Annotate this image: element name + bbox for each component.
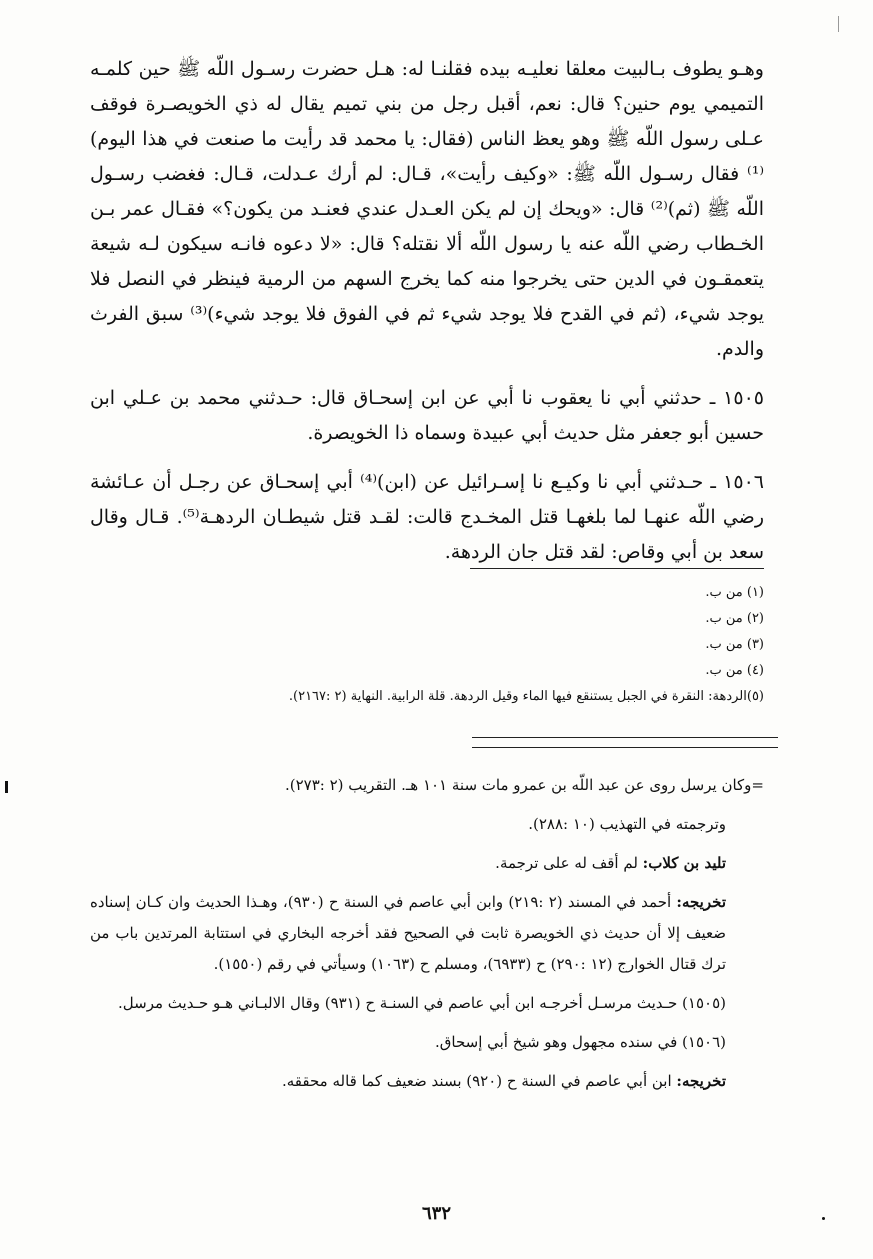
- footnotes: [150, 580, 764, 710]
- scan-dot: [822, 1217, 825, 1220]
- scan-mark: [838, 16, 839, 32]
- takhrij-label: تخريجه:: [676, 893, 726, 911]
- commentary-line-1: =وكان يرسل روى عن عبد اللّه بن عمرو مات سنة ١٠١ هـ. التقريب (٢ :٢٧٣).: [284, 776, 764, 794]
- narrator-label: تليد بن كلاب:: [642, 854, 726, 872]
- narrator-text: لم أقف له على ترجمة.: [495, 854, 643, 872]
- takhrij-text: ابن أبي عاصم في السنة ح (٩٢٠) بسند ضعيف كما قاله محققه.: [282, 1072, 677, 1090]
- main-paragraph: وهـو يطوف بـالبيت معلقا نعليـه بيده فقلنـا له: هـل حضرت رسـول اللّه ﷺ حين كلمـه التميمي يوم حنين؟ قال: نعم، أقبل رجل من بني تميم يقال له ذي الخويصـرة فوقف عـلى رسول اللّه ﷺ وهو يعظ الناس (فقال: يا محمد قد رأيت ما صنعت في هذا اليوم)⁽¹⁾ فقال رسـول اللّه ﷺ: «وكيف رأيت»، قـال: لم أرك عـدلت، قـال: فغضب رسـول اللّه ﷺ (ثم)⁽²⁾ قال: «ويحك إن لم يكن العـدل عندي فعنـد من يكون؟» فقـال عمر بـن الخـطاب رضي اللّه عنه يا رسول اللّه ألا نقتله؟ قال: «لا دعوه فانـه سيكون لـه شيعة يتعمقـون في الدين حتى يخرجوا منه كما يخرج السهم من الرمية فينظر في النصل فلا يوجد شيء، (ثم في القدح فلا يوجد شيء ثم في الفوق فلا يوجد شيء)⁽³⁾ سبق الفرث والدم.: [90, 58, 764, 360]
- commentary-line-3: [90, 848, 764, 879]
- takhrij-label: تخريجه:: [676, 1072, 726, 1090]
- scan-mark-left: [5, 781, 8, 793]
- footnote-4: (٤) من ب.: [705, 663, 764, 678]
- commentary-1506: (١٥٠٦) في سنده مجهول وهو شيخ أبي إسحاق.: [434, 1033, 726, 1051]
- footnote-1: (١) من ب.: [705, 585, 764, 600]
- commentary-1505: (١٥٠٥) حـديث مرسـل أخرجـه ابن أبي عاصم في السنـة ح (٩٣١) وقال الالبـاني هـو حـديث مرسل.: [118, 994, 726, 1012]
- commentary-takhrij-2: [90, 1066, 764, 1097]
- footnote-5: (٥)الردهة: النقرة في الجبل يستنقع فيها الماء وقيل الردهة. قلة الرابية. النهاية (٢ :٢١٦٧).: [288, 689, 764, 704]
- commentary-line-2: وترجمته في التهذيب (١٠ :٢٨٨).: [528, 815, 726, 833]
- takhrij-text: أحمد في المسند (٢ :٢١٩) وابن أبي عاصم في السنة ح (٩٣٠)، وهـذا الحديث وان كـان إسناده ضعيف إلا أن حديث ذي الخويصرة ثابت في الصحيح فقد أخرجه البخاري في استتابة المرتدين باب من ترك قتال الخوارج (١٢ :٢٩٠) ح (٦٩٣٣)، ومسلم ح (١٠٦٣) وسيأتي في رقم (١٥٥٠).: [90, 893, 726, 973]
- commentary: [90, 770, 764, 1105]
- footnote-3: (٣) من ب.: [705, 637, 764, 652]
- commentary-divider: [472, 737, 778, 748]
- commentary-takhrij-1: [90, 887, 764, 980]
- footnote-divider: [470, 568, 764, 569]
- footnote-2: (٢) من ب.: [705, 611, 764, 626]
- main-text: [90, 52, 764, 584]
- hadith-1506: ١٥٠٦ ـ حـدثني أبي نا وكيـع نا إسـرائيل عن (ابن)⁽⁴⁾ أبي إسحـاق عن رجـل أن عـائشة رضي اللّه عنهـا لما بلغهـا قتل المخـدج قالت: لقـد قتل شيطـان الردهـة⁽⁵⁾. قـال وقال سعد بن أبي وقاص: لقد قتل جان الردهة.: [90, 471, 764, 563]
- page-number: ٦٣٢: [421, 1203, 451, 1224]
- hadith-1505: ١٥٠٥ ـ حدثني أبي نا يعقوب نا أبي عن ابن إسحـاق قال: حـدثني محمد بن عـلي ابن حسين أبو جعفر مثل حديث أبي عبيدة وسماه ذا الخويصرة.: [90, 387, 764, 444]
